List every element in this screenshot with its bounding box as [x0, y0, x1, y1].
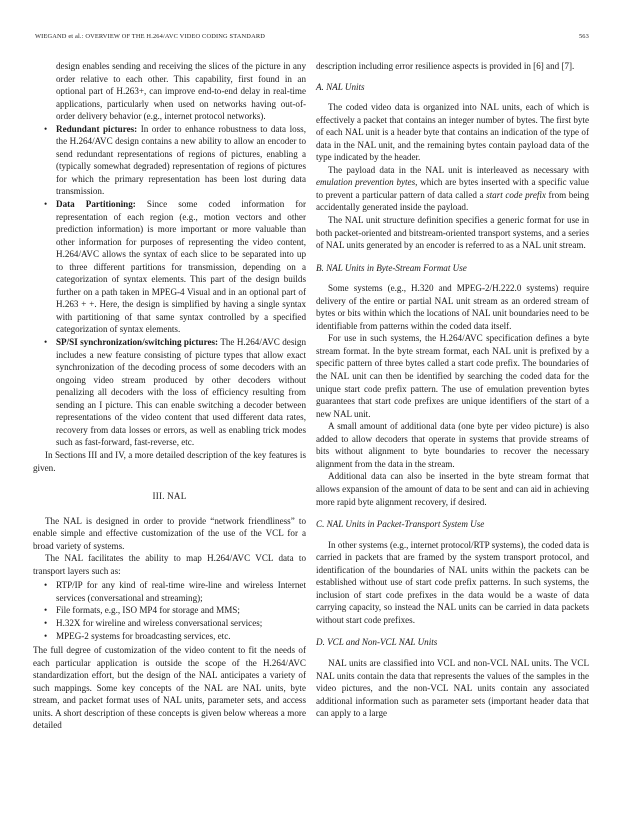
bullet-term: Redundant pictures: — [56, 123, 138, 134]
paragraph: The NAL facilitates the ability to map H.264/AVC VCL data to transport layers such as: — [33, 553, 306, 576]
bullet-data-partitioning — [33, 198, 306, 336]
right-column — [316, 60, 589, 720]
paragraph: For use in such systems, the H.264/AVC specification defines a byte stream format. In the byte stream format, each NAL unit is prefixed by a specific pattern of three bytes called a start code prefix. The boundaries of the NAL unit can then be identified by searching the coded data for the unique start code prefix pattern. The use of emulation prevention bytes guarantees that start code prefixes are unique identifiers of the start of a new NAL unit. — [316, 333, 589, 419]
bullet-text: In order to enhance robustness to data loss, the H.264/AVC design contains a new ability to allow an encoder to send redundant representations of regions of pictures, enabling a (typically somewhat degraded) representation of regions of pictures for which the primary representation has been lost during data transmission. — [56, 123, 306, 197]
page-number: 563 — [578, 33, 589, 40]
subsection-heading-byte-stream: B. NAL Units in Byte-Stream Format Use — [316, 262, 467, 273]
paragraph-continuation: design enables sending and receiving the slices of the picture in any order relative to each other. This capability, first found in an optional part of H.263+, can improve end-to-end delay in real-time applications, particularly when used on networks having out-of-order delivery behavior (e.g., internet protocol networks). — [56, 61, 306, 122]
bullet-text: The H.264/AVC design includes a new feature consisting of picture types that allow exact synchronization of the decoding process of some decoders with an ongoing video stream produced by other decoders without penalizing all decoders with the loss of efficiency resulting from sending an I picture. This can enable switching a decoder between representations of the video content that used different data rates, recovery from data losses or errors, as well as enabling trick modes such as fast-forward, fast-reverse, etc. — [56, 337, 307, 448]
paragraph: In other systems (e.g., internet protocol/RTP systems), the coded data is carried in packets that are framed by the system transport protocol, and identification of the boundaries of NAL units within the packets can be established without use of start code prefix patterns. In such systems, the inclusion of start code prefixes in the data would be a waste of data carrying capacity, so instead the NAL units can be carried in data packets without start code prefixes. — [316, 539, 589, 625]
bullet-icon: • — [44, 617, 48, 628]
paragraph: The full degree of customization of the video content to fit the needs of each particular application is outside the scope of the H.264/AVC standardization effort, but the design of the NAL anticipates a variety of such mappings. Some key concepts of the NAL are NAL units, byte stream, and packet format uses of NAL units, parameter sets, and access units. A short description of these concepts is given below whereas a more detailed — [33, 645, 306, 731]
list-item — [33, 604, 306, 617]
paragraph: A small amount of additional data (one byte per video picture) is also added to allow decoders that operate in systems that provide streams of bits without alignment to byte boundaries to recover the necessary alignment from the data in the stream. — [316, 421, 589, 469]
paragraph-continuation: description including error resilience aspects is provided in [6] and [7]. — [316, 61, 575, 71]
bullet-text: Since some coded information for representation of each region (e.g., motion vectors and other prediction information) is more important or more valuable than other information for purposes of representing the video content, H.264/AVC allows the syntax of each slice to be separated into up to three different partitions for transmission, depending on a categorization of syntax elements. This part of the design builds further on a path taken in MPEG-4 Visual and in an optional part of H.263 + +. Here, the design is simplified by having a single syntax with partitioning of that same syntax controlled by a specified categorization of syntax elements. — [56, 199, 306, 335]
paragraph: Some systems (e.g., H.320 and MPEG-2/H.222.0 systems) require delivery of the entire or partial NAL unit stream as an ordered stream of bytes or bits within which the locations of NAL unit boundaries need to be identifiable from patterns within the coded data itself. — [316, 283, 589, 331]
section-heading-nal: III. NAL — [152, 491, 187, 502]
list-item-text: H.32X for wireline and wireless conversational services; — [56, 617, 263, 628]
bullet-icon: • — [44, 580, 48, 591]
bullet-icon: • — [44, 199, 48, 210]
bullet-term: SP/SI synchronization/switching pictures: — [56, 337, 219, 348]
list-item — [33, 617, 306, 630]
running-title: WIEGAND et al.: OVERVIEW OF THE H.264/AVC VIDEO CODING STANDARD — [35, 33, 266, 40]
paragraph: The NAL unit structure definition specifies a generic format for use in both packet-oriented and bitstream-oriented transport systems, and a series of NAL units generated by an encoder is referred to as a NAL unit stream. — [316, 215, 589, 251]
subsection-heading-nal-units: A. NAL Units — [316, 81, 365, 92]
paragraph: Additional data can also be inserted in the byte stream format that allows expansion of the amount of data to be sent and can aid in achieving more rapid byte alignment recovery, if desired. — [316, 471, 589, 507]
paragraph: NAL units are classified into VCL and non-VCL NAL units. The VCL NAL units contain the data that represents the values of the samples in the video pictures, and the non-VCL NAL units contain any associated additional information such as parameter sets (important header data that can apply to a large — [316, 657, 589, 719]
transport-list — [33, 579, 306, 642]
running-header — [35, 33, 589, 40]
emphasis-term: start code prefix — [486, 189, 546, 200]
emphasis-term: emulation prevention bytes — [316, 177, 416, 188]
list-item — [33, 630, 306, 643]
paragraph: The NAL is designed in order to provide “network friendliness” to enable simple and effective customization of the use of the VCL for a broad variety of systems. — [33, 515, 306, 551]
paragraph-closing: In Sections III and IV, a more detailed description of the key features is given. — [33, 449, 306, 473]
list-item-text: MPEG-2 systems for broadcasting services, etc. — [56, 630, 231, 641]
bullet-icon: • — [44, 337, 48, 348]
left-column — [33, 60, 306, 732]
feature-bullet-list — [33, 123, 306, 449]
paragraph: The coded video data is organized into NAL units, each of which is effectively a packet that contains an integer number of bytes. The first byte of each NAL unit is a header byte that contains an indication of the type of data in the NAL unit, and the remaining bytes contain payload data of the type indicated by the header. — [316, 102, 589, 163]
bullet-icon: • — [44, 630, 48, 641]
list-item — [33, 579, 306, 604]
list-item-text: File formats, e.g., ISO MP4 for storage and MMS; — [56, 605, 240, 616]
paragraph-emulation: The payload data in the NAL unit is interleaved as necessary with emulation prevention bytes, which are bytes inserted with a specific value to prevent a particular pattern of data called a start code prefix from being accidentally generated inside the payload. — [316, 164, 589, 213]
list-item-text: RTP/IP for any kind of real-time wire-line and wireless Internet services (conversational and streaming); — [56, 580, 306, 603]
bullet-icon: • — [44, 123, 48, 134]
bullet-term: Data Partitioning: — [56, 199, 136, 210]
subsection-heading-vcl-non-vcl: D. VCL and Non-VCL NAL Units — [316, 637, 438, 648]
bullet-sp-si-pictures — [33, 336, 306, 449]
subsection-heading-packet-transport: C. NAL Units in Packet-Transport System Use — [316, 519, 485, 530]
bullet-icon: • — [44, 605, 48, 616]
bullet-redundant-pictures — [33, 123, 306, 198]
